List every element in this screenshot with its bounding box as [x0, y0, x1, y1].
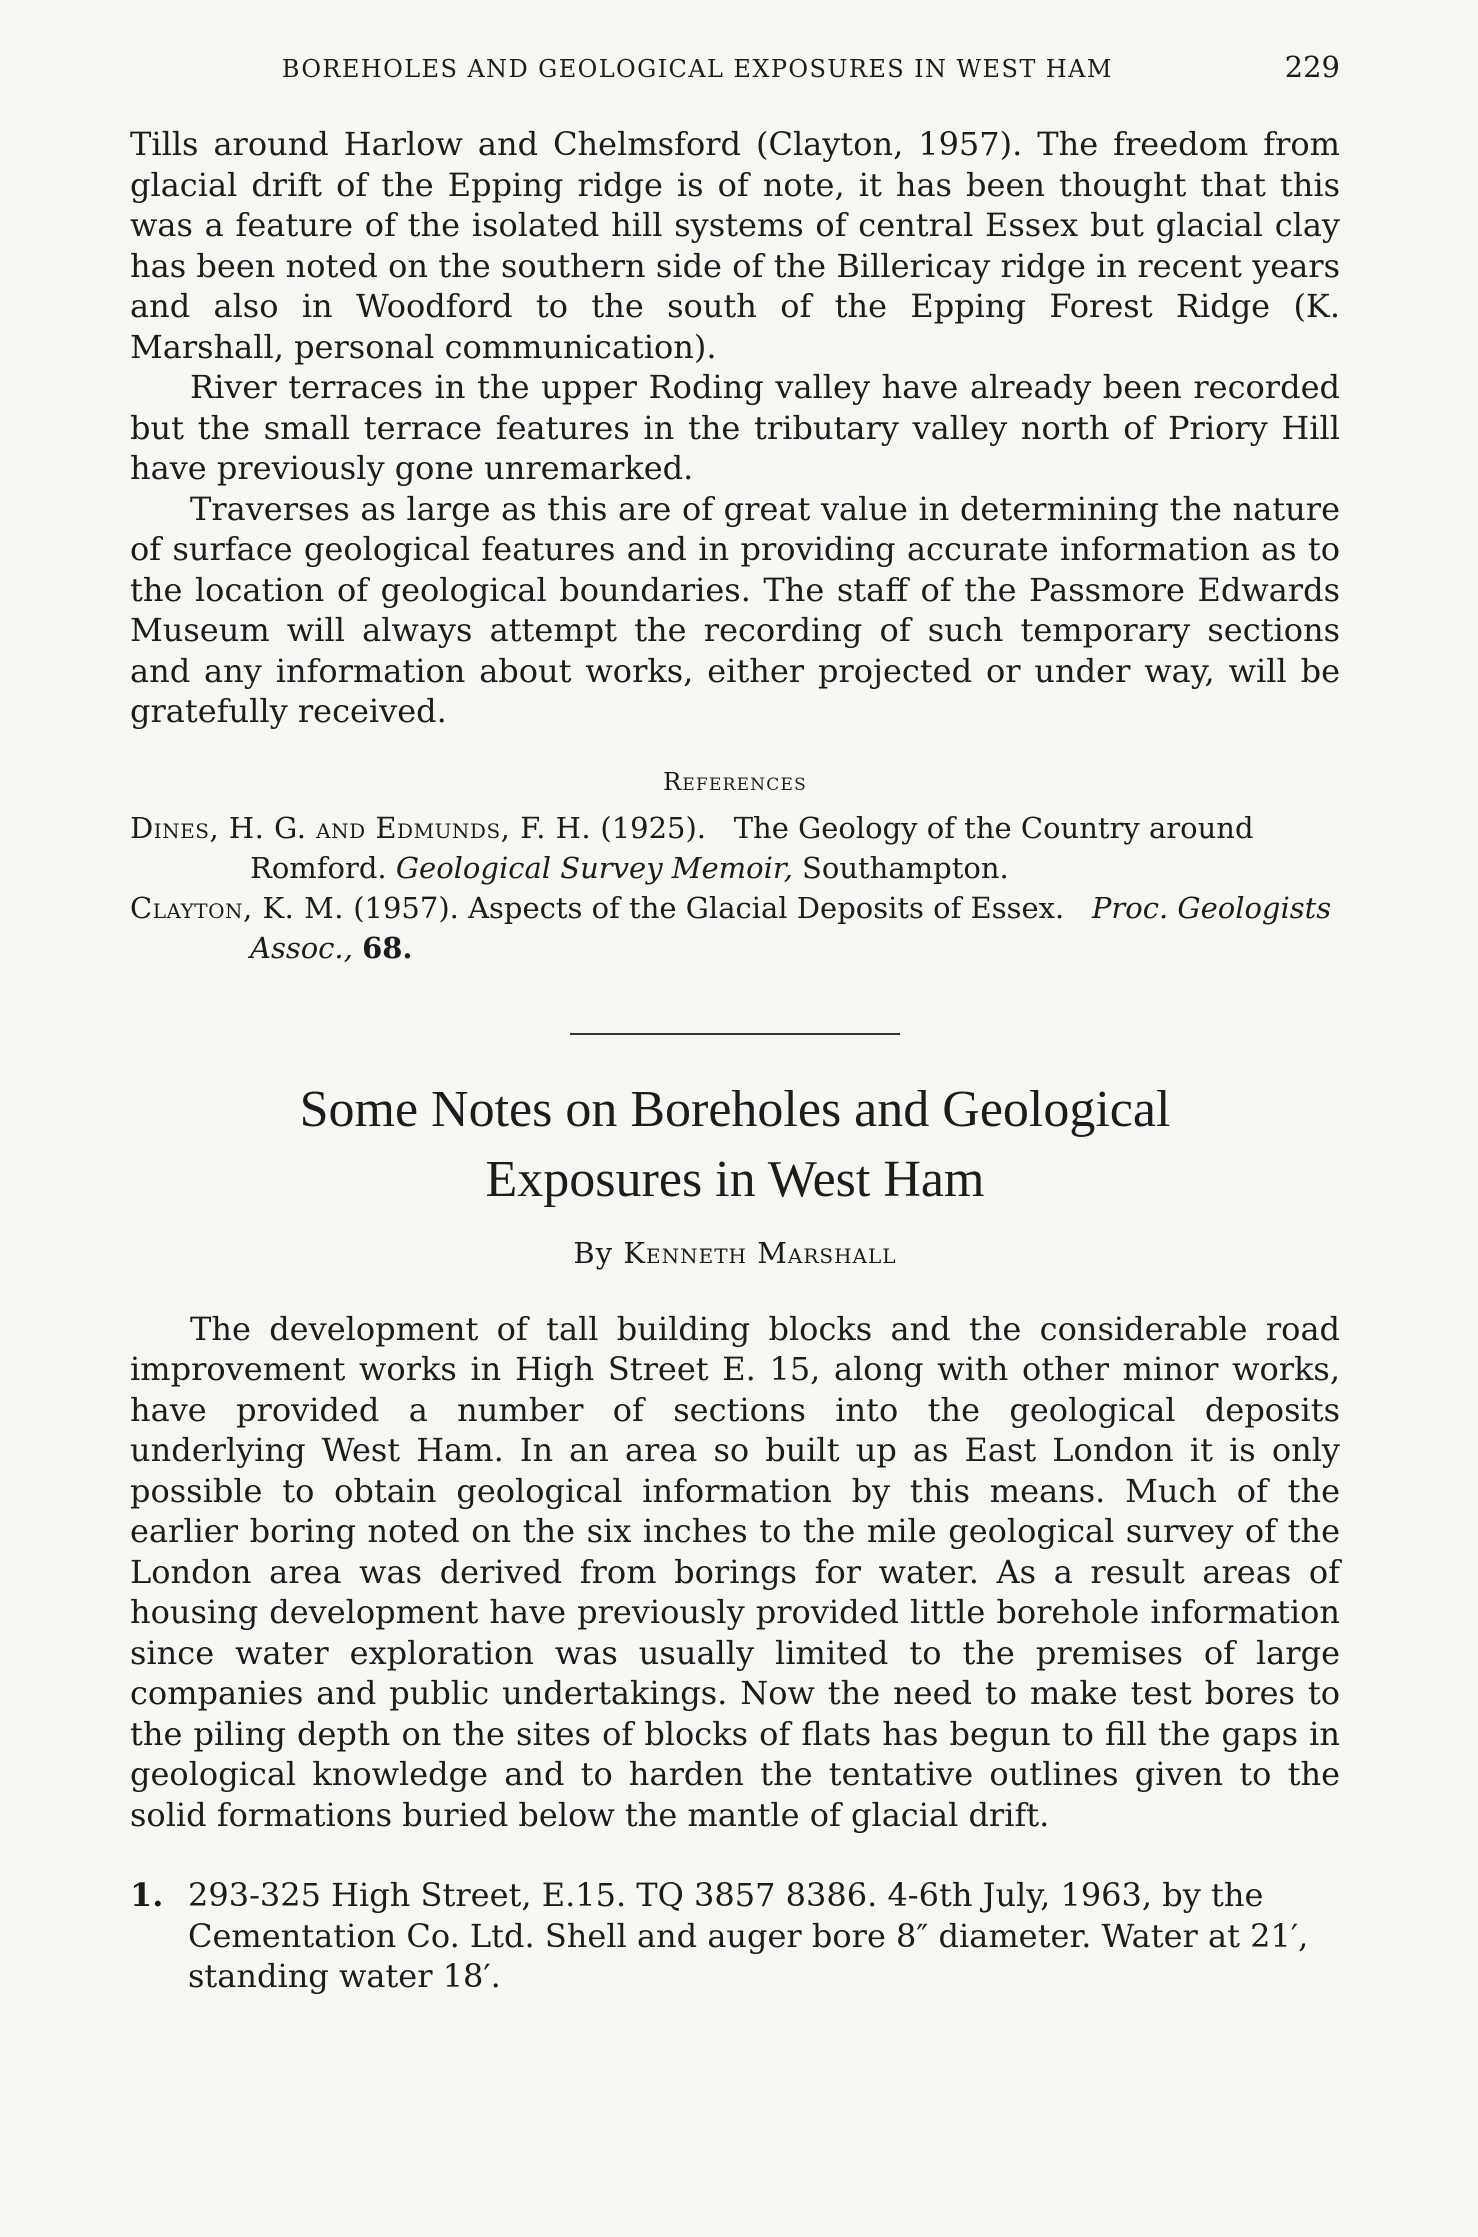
reference-volume: 68.	[362, 930, 413, 965]
reference-source: Geological Survey Memoir,	[395, 850, 793, 885]
paragraph-traverses: Traverses as large as this are of great value in determining the nature of surface geological features and in providing accurate information as to the location of geological boundaries. The staff of the Passmore Edwards Museum will always attempt the recording of such temporary sections and any information about works, either projected or under way, will be gratefully received.	[130, 489, 1340, 730]
reference-title: The Geology of the Country around Romford.	[250, 810, 1254, 885]
reference-entry	[130, 888, 1340, 968]
paragraph-river-terraces: River terraces in the upper Roding valley have already been recorded but the small terrace features in the tributary valley north of Priory Hill have previously gone unremarked.	[130, 368, 1340, 487]
reference-year: (1957).	[353, 890, 459, 925]
journal-page	[130, 50, 1340, 1997]
article-title-line-1: Some Notes on Boreholes and Geological	[299, 1080, 1171, 1138]
section-divider	[570, 1033, 900, 1035]
borehole-text: 293-325 High Street, E.15. TQ 3857 8386. 4-6th July, 1963, by the Cementation Co. Ltd. Shell and auger bore 8″ diameter. Water at 21′, standing water 18′.	[188, 1876, 1309, 1995]
article-title	[130, 1075, 1340, 1215]
reference-title: Aspects of the Glacial Deposits of Essex.	[468, 890, 1065, 925]
reference-entry	[130, 808, 1340, 888]
borehole-entry	[130, 1875, 1340, 1997]
references-heading	[130, 764, 1340, 800]
article-body: The development of tall building blocks and the considerable road improvement works in High Street E. 15, along with other minor works, have provided a number of sections into the geological deposits underlying West Ham. In an area so built up as East London it is only possible to obtain geological information by this means. Much of the earlier boring noted on the six inches to the mile geological survey of the London area was derived from borings for water. As a result areas of housing development have previously provided little borehole information since water exploration was usually limited to the premises of large companies and public undertakings. Now the need to make test bores to the piling depth on the sites of blocks of flats has begun to fill the gaps in geological knowledge and to harden the tentative outlines given to the solid formations buried below the mantle of glacial drift.	[130, 1309, 1340, 1834]
byline	[130, 1233, 1340, 1273]
author-name: Kenneth Marshall	[623, 1235, 897, 1270]
reference-place: Southampton.	[802, 850, 1009, 885]
references-heading-text: References	[663, 767, 807, 796]
reference-source: Proc. Geologists Assoc.,	[250, 890, 1332, 965]
running-head-title: BOREHOLES AND GEOLOGICAL EXPOSURES IN WEST HAM	[281, 55, 1113, 83]
paragraph-tills: Tills around Harlow and Chelmsford (Clayton, 1957). The freedom from glacial drift of the Epping ridge is of note, it has been thought that this was a feature of the isolated hill systems of central Essex but glacial clay has been noted on the southern side of the Billericay ridge in recent years and also in Woodford to the south of the Epping Forest Ridge (K. Marshall, personal communication).	[130, 125, 1340, 366]
reference-authors: Clayton, K. M.	[130, 890, 344, 925]
running-head	[130, 50, 1340, 94]
byline-by: By	[573, 1235, 614, 1270]
page-number: 229	[1284, 50, 1340, 84]
reference-authors: Dines, H. G. and Edmunds, F. H.	[130, 810, 592, 845]
article-title-line-2: Exposures in West Ham	[485, 1150, 985, 1208]
borehole-number: 1.	[130, 1876, 164, 1914]
reference-year: (1925).	[600, 810, 707, 845]
